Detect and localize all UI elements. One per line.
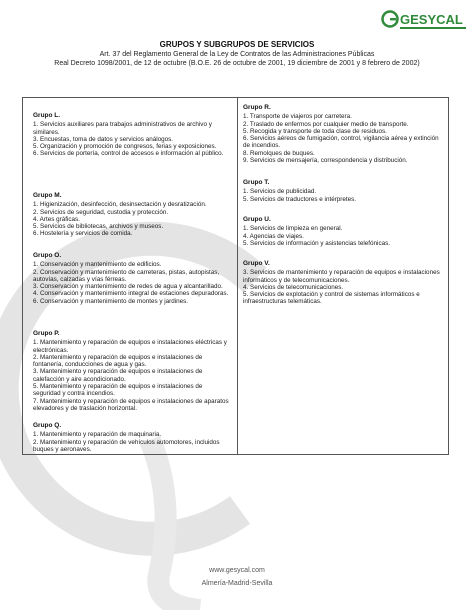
subgroup-item: 1. Transporte de viajeros por carretera. — [243, 113, 352, 121]
service-group — [243, 260, 443, 306]
regulation-reference: Art. 37 del Reglamento General de la Ley de Contratos de las Administraciones Públicas — [99, 51, 375, 58]
subgroup-item: 5. Servicios de explotación y control de sistemas informáticos e infraestructuras telemáticas. — [243, 291, 420, 306]
subgroup-item: 2. Mantenimiento y reparación de vehículos automotores, incluidos buques y aeronaves. — [33, 438, 220, 453]
document-header — [0, 40, 474, 68]
group-title: Grupo V. — [243, 260, 270, 267]
subgroup-item: 5. Mantenimiento y reparación de equipos e instalaciones de seguridad y contra incendios. — [33, 383, 203, 398]
subgroup-item: 7. Mantenimiento y reparación de equipos e instalaciones de aparatos elevadores y de traslación horizontal. — [33, 397, 229, 412]
subgroup-item: 2. Servicios de seguridad, custodia y protección. — [33, 208, 169, 216]
subgroup-item: 3. Conservación y mantenimiento de redes de agua y alcantarillado. — [33, 283, 223, 291]
subgroup-item: 1. Conservación y mantenimiento de edificios. — [33, 261, 162, 269]
subgroup-item: 1. Mantenimiento y reparación de maquinaria. — [33, 431, 162, 439]
service-group — [33, 330, 231, 412]
subgroup-item: 2. Mantenimiento y reparación de equipos e instalaciones de fontanería, conducciones de agua y gas. — [33, 353, 203, 369]
service-group — [243, 216, 443, 247]
group-title: Grupo L. — [33, 112, 61, 119]
subgroup-item: 6. Servicios aéreos de fumigación, control, vigilancia aérea y extinción de incendios. — [243, 135, 439, 150]
website-url[interactable]: www.gesycal.com — [209, 567, 265, 574]
subgroup-item: 4. Servicios de telecomunicaciones. — [243, 283, 344, 291]
subgroup-item: 1. Higienización, desinfección, desinsectación y desratización. — [33, 201, 207, 209]
subgroup-item: 9. Servicios de mensajería, correspondencia y distribución. — [243, 157, 408, 165]
subgroup-item: 6. Servicios de portería, control de accesos e información al público. — [33, 150, 224, 158]
subgroup-item: 4. Conservación y mantenimiento integral de estaciones depuradoras. — [33, 290, 229, 298]
subgroup-item: 5. Recogida y transporte de toda clase de residuos. — [243, 127, 387, 135]
subgroup-item: 4. Agencias de viajes. — [243, 232, 304, 240]
subgroup-item: 5. Servicios de información y asistencias telefónicas. — [243, 239, 390, 247]
service-group — [33, 112, 231, 158]
service-group — [33, 422, 231, 453]
decree-reference: Real Decreto 1098/2001, de 12 de octubre (B.O.E. 26 de octubre de 2001, 19 diciembre de 2001 y 8 febrero de 2002) — [54, 60, 420, 67]
group-title: Grupo U. — [243, 216, 271, 223]
group-title: Grupo O. — [33, 252, 62, 259]
service-group — [33, 192, 231, 238]
subgroup-item: 1. Servicios de limpieza en general. — [243, 225, 343, 233]
subgroup-item: 2. Traslado de enfermos por cualquier medio de transporte. — [243, 120, 409, 128]
subgroup-item: 2. Conservación y mantenimiento de carreteras, pistas, autopistas, autovías, calzadas y vías férreas. — [33, 268, 220, 283]
subgroup-item: 1. Servicios auxiliares para trabajos administrativos de archivo y similares. — [33, 121, 212, 136]
groups-table — [22, 97, 449, 455]
subgroup-item: 5. Servicios de traductores e intérpretes. — [243, 195, 357, 203]
group-title: Grupo M. — [33, 192, 62, 199]
logo-wordmark: GESYCAL — [400, 12, 463, 27]
service-group — [33, 252, 231, 305]
subgroup-item: 5. Organización y promoción de congresos, ferias y exposiciones. — [33, 143, 217, 151]
group-title: Grupo Q. — [33, 422, 62, 429]
office-locations: Almería-Madrid-Sevilla — [201, 580, 273, 587]
subgroup-item: 3. Encuestas, toma de datos y servicios análogos. — [33, 135, 174, 143]
group-title: Grupo T. — [243, 179, 270, 186]
page-title: GRUPOS Y SUBGRUPOS DE SERVICIOS — [159, 40, 315, 49]
gesycal-logo — [381, 9, 469, 31]
subgroup-item: 6. Conservación y mantenimiento de montes y jardines. — [33, 297, 189, 305]
subgroup-item: 4. Artes gráficas. — [33, 215, 80, 223]
column-divider — [237, 98, 238, 454]
subgroup-item: 5. Servicios de bibliotecas, archivos y museos. — [33, 223, 164, 231]
service-group — [243, 104, 443, 164]
subgroup-item: 3. Servicios de mantenimiento y reparación de equipos e instalaciones informáticos y de telecomunicaciones. — [243, 269, 440, 284]
subgroup-item: 8. Remolques de buques. — [243, 149, 315, 157]
subgroup-item: 1. Mantenimiento y reparación de equipos e instalaciones eléctricas y electrónicas. — [33, 339, 227, 354]
group-title: Grupo P. — [33, 330, 60, 337]
subgroup-item: 1. Servicios de publicidad. — [243, 188, 317, 196]
subgroup-item: 3. Mantenimiento y reparación de equipos e instalaciones de calefacción y aire acondicionado. — [33, 368, 203, 383]
subgroup-item: 6. Hostelería y servicios de comida. — [33, 230, 133, 238]
service-group — [243, 179, 443, 203]
group-title: Grupo R. — [243, 104, 271, 111]
